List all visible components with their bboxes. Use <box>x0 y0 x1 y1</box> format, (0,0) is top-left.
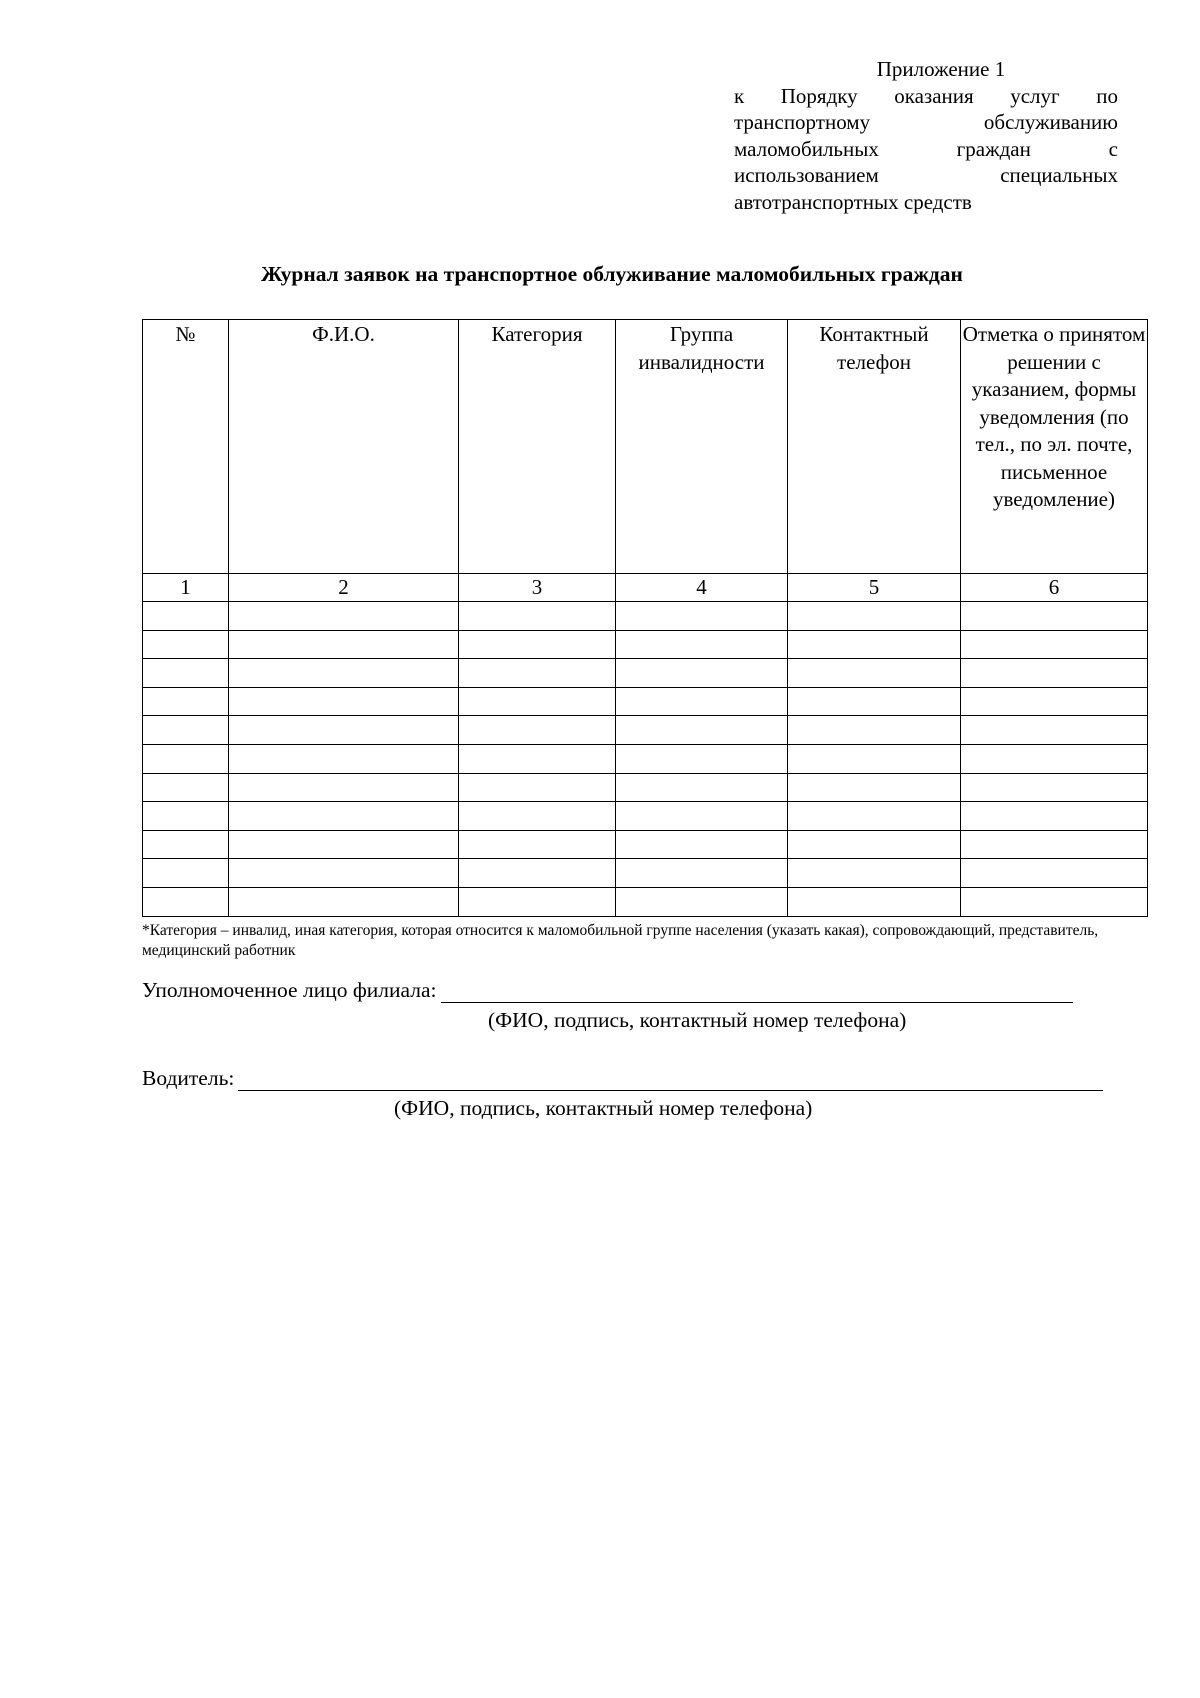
authorized-label: Уполномоченное лицо филиала: <box>142 978 437 1002</box>
appendix-word: по <box>1096 83 1118 108</box>
table-cell[interactable] <box>459 887 616 916</box>
table-cell[interactable] <box>459 773 616 802</box>
table-cell[interactable] <box>616 830 788 859</box>
table-cell[interactable] <box>788 602 961 631</box>
table-cell[interactable] <box>788 802 961 831</box>
table-row <box>143 773 1148 802</box>
table-cell[interactable] <box>616 659 788 688</box>
table-cell[interactable] <box>616 773 788 802</box>
table-cell[interactable] <box>229 773 459 802</box>
table-cell[interactable] <box>143 802 229 831</box>
table-cell[interactable] <box>229 659 459 688</box>
authorized-signature-field[interactable] <box>441 976 1073 1003</box>
driver-label: Водитель: <box>142 1066 235 1090</box>
table-cell[interactable] <box>961 802 1148 831</box>
table-cell[interactable] <box>961 887 1148 916</box>
driver-hint: (ФИО, подпись, контактный номер телефона) <box>394 1096 813 1120</box>
table-cell[interactable] <box>616 630 788 659</box>
appendix-word: оказания <box>894 83 974 108</box>
table-cell[interactable] <box>229 830 459 859</box>
journal-table <box>142 319 1148 917</box>
table-cell[interactable] <box>961 659 1148 688</box>
table-cell[interactable] <box>143 630 229 659</box>
table-cell[interactable] <box>229 630 459 659</box>
table-cell[interactable] <box>961 830 1148 859</box>
table-row <box>143 687 1148 716</box>
authorized-signature-line <box>142 976 1073 1003</box>
table-cell[interactable] <box>961 744 1148 773</box>
table-row <box>143 859 1148 888</box>
appendix-word: маломобильных <box>734 136 879 161</box>
table-cell[interactable] <box>616 716 788 745</box>
table-cell[interactable] <box>229 744 459 773</box>
appendix-line <box>734 189 1118 216</box>
table-row <box>143 830 1148 859</box>
header-decision-mark: Отметка о принятом решении с указанием, формы уведомления (по тел., по эл. почте, письменное уведомление) <box>961 320 1148 574</box>
table-cell[interactable] <box>788 744 961 773</box>
table-row <box>143 716 1148 745</box>
table-cell[interactable] <box>616 744 788 773</box>
table-cell[interactable] <box>788 716 961 745</box>
appendix-title: Приложение 1 <box>876 57 1006 81</box>
table-cell[interactable] <box>459 687 616 716</box>
appendix-line <box>734 109 1118 136</box>
table-cell[interactable] <box>961 859 1148 888</box>
table-cell[interactable] <box>788 773 961 802</box>
appendix-lines <box>734 83 1118 216</box>
table-cell[interactable] <box>459 802 616 831</box>
table-cell[interactable] <box>143 744 229 773</box>
table-cell[interactable] <box>961 773 1148 802</box>
appendix-line <box>734 136 1118 163</box>
table-cell[interactable] <box>616 802 788 831</box>
table-cell[interactable] <box>143 716 229 745</box>
table-cell[interactable] <box>961 602 1148 631</box>
table-cell[interactable] <box>459 716 616 745</box>
table-cell[interactable] <box>229 802 459 831</box>
driver-signature-field[interactable] <box>238 1064 1103 1091</box>
appendix-block <box>734 56 1118 215</box>
appendix-word: автотранспортных средств <box>734 189 972 214</box>
header-fio: Ф.И.О. <box>229 320 459 574</box>
column-number: 4 <box>616 574 788 602</box>
header-category: Категория <box>459 320 616 574</box>
appendix-word: специальных <box>1000 163 1118 187</box>
appendix-word: к <box>734 83 745 108</box>
table-cell[interactable] <box>229 716 459 745</box>
table-cell[interactable] <box>788 630 961 659</box>
table-row <box>143 602 1148 631</box>
column-number: 6 <box>961 574 1148 602</box>
appendix-word: обслуживанию <box>983 110 1118 134</box>
table-cell[interactable] <box>616 887 788 916</box>
appendix-word: услуг <box>1010 83 1060 108</box>
column-number: 2 <box>229 574 459 602</box>
appendix-word: граждан <box>956 136 1031 161</box>
table-cell[interactable] <box>143 830 229 859</box>
table-cell[interactable] <box>788 887 961 916</box>
table-cell[interactable] <box>616 602 788 631</box>
table-cell[interactable] <box>616 687 788 716</box>
appendix-line <box>734 83 1118 110</box>
table-row <box>143 802 1148 831</box>
table-row <box>143 887 1148 916</box>
table-cell[interactable] <box>961 687 1148 716</box>
document-title: Журнал заявок на транспортное облуживание маломобильных граждан <box>261 262 963 286</box>
appendix-line <box>734 162 1118 189</box>
table-cell[interactable] <box>788 687 961 716</box>
table-cell[interactable] <box>459 630 616 659</box>
table-cell[interactable] <box>229 887 459 916</box>
table-cell[interactable] <box>459 830 616 859</box>
table-cell[interactable] <box>143 602 229 631</box>
table-cell[interactable] <box>459 744 616 773</box>
appendix-word: использованием <box>734 163 879 187</box>
table-cell[interactable] <box>788 830 961 859</box>
table-cell[interactable] <box>459 859 616 888</box>
column-number: 1 <box>143 574 229 602</box>
header-disability-group: Группа инвалидности <box>616 320 788 574</box>
authorized-hint: (ФИО, подпись, контактный номер телефона) <box>488 1008 907 1032</box>
appendix-word: транспортному <box>734 110 871 134</box>
driver-signature-line <box>142 1064 1103 1091</box>
table-cell[interactable] <box>229 602 459 631</box>
table-cell[interactable] <box>143 659 229 688</box>
table-cell[interactable] <box>961 716 1148 745</box>
table-row <box>143 744 1148 773</box>
header-number: № <box>143 320 229 574</box>
category-footnote: *Категория – инвалид, иная категория, которая относится к маломобильной группе населения (указать какая), сопровождающий, представитель, медицинский работник <box>142 922 1099 959</box>
appendix-word: с <box>1108 136 1118 161</box>
table-cell[interactable] <box>143 773 229 802</box>
table-row <box>143 659 1148 688</box>
table-cell[interactable] <box>788 659 961 688</box>
column-number: 3 <box>459 574 616 602</box>
table-cell[interactable] <box>229 859 459 888</box>
header-contact-phone: Контактный телефон <box>788 320 961 574</box>
table-header-row <box>143 320 1148 574</box>
column-number: 5 <box>788 574 961 602</box>
table-cell[interactable] <box>616 859 788 888</box>
table-cell[interactable] <box>143 859 229 888</box>
appendix-word: Порядку <box>780 83 858 108</box>
table-row <box>143 630 1148 659</box>
table-cell[interactable] <box>143 887 229 916</box>
table-cell[interactable] <box>961 630 1148 659</box>
table-cell[interactable] <box>788 859 961 888</box>
column-number-row <box>143 574 1148 602</box>
table-cell[interactable] <box>229 687 459 716</box>
table-cell[interactable] <box>459 659 616 688</box>
table-cell[interactable] <box>143 687 229 716</box>
table-cell[interactable] <box>459 602 616 631</box>
